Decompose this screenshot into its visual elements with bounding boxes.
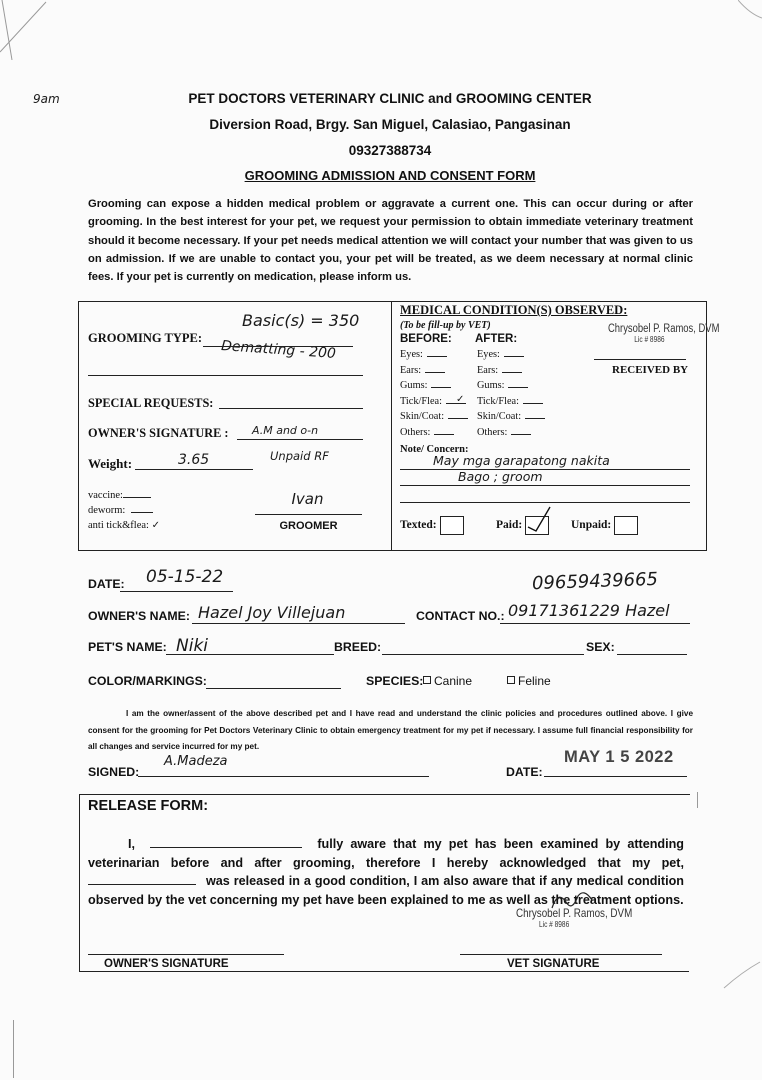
vet-sig-line (460, 954, 662, 955)
vet-stamp-bottom-lic: Lic # 8986 (538, 920, 570, 929)
signed-label: SIGNED: (88, 765, 140, 779)
form-title-text: GROOMING ADMISSION AND CONSENT FORM (244, 168, 536, 183)
box-divider (391, 301, 392, 551)
release-text-1: fully aware that my pet has been examined by attending veterinarian before and after grooming, therefore I hereby acknowledged that my pet, (88, 837, 685, 870)
received-by-label: RECEIVED BY (612, 364, 689, 376)
clinic-phone: 09327388734 (348, 143, 432, 158)
paper-fold-top-right (738, 0, 762, 20)
vet-stamp-bottom-name: Chrysobel P. Ramos, DVM (516, 906, 633, 920)
texted-label: Texted: (400, 519, 437, 532)
after-row-blank (508, 387, 528, 388)
release-i: I, (128, 837, 135, 851)
owner-signature-label: OWNER'S SIGNATURE : (88, 426, 229, 440)
release-text-2: was released in a good condition, I am also aware that if any medical condition observed by the vet concerning my pet have been explained to me as well as the treatment options. (88, 874, 684, 907)
canine-label: Canine (434, 674, 473, 688)
owner-sig-label: OWNER'S SIGNATURE (104, 958, 229, 970)
signed-value: A.Madeza (164, 754, 228, 769)
texted-field (400, 516, 464, 535)
after-row-2 (477, 380, 528, 391)
deworm-text: deworm: (88, 505, 126, 516)
before-row-blank (425, 372, 445, 373)
species-canine-option[interactable] (423, 674, 472, 688)
after-row-label: Skin/Coat: (477, 411, 522, 422)
after-row-label: Eyes: (477, 349, 500, 360)
groomer-line (255, 514, 362, 515)
date-line (120, 591, 233, 592)
before-row-blank (431, 387, 451, 388)
after-row-1 (477, 365, 522, 376)
contact-line (500, 623, 690, 624)
after-row-0 (477, 349, 524, 360)
groomer-name: Ivan (291, 490, 324, 508)
special-requests-line (219, 408, 363, 409)
color-line (206, 688, 341, 689)
medical-title (400, 303, 627, 318)
species-feline-option[interactable] (507, 674, 551, 688)
breed-line (382, 654, 584, 655)
after-label: AFTER: (475, 333, 518, 345)
texted-checkbox[interactable] (440, 516, 464, 535)
owner-signature-line (237, 439, 363, 440)
signed-line (138, 776, 429, 777)
antitick-text: anti tick&flea: (88, 520, 149, 531)
before-row-label: Ears: (400, 364, 422, 376)
before-row-blank (434, 434, 454, 435)
before-row-label: Gums: (400, 380, 428, 391)
before-row-4 (400, 411, 468, 422)
form-title (0, 168, 762, 183)
paid-label: Paid: (496, 519, 523, 532)
vaccine-label (88, 490, 151, 501)
release-box-bottom (79, 971, 689, 972)
owner-name-value: Hazel Joy Villejuan (198, 603, 346, 622)
note-line2: Bago ; groom (458, 469, 543, 484)
paper-fold-bottom-right (722, 960, 762, 990)
grooming-type-line (203, 346, 353, 347)
grooming-type-line1: Basic(s) = 350 (242, 311, 360, 330)
release-title: RELEASE FORM: (88, 798, 209, 814)
date2-label: DATE: (506, 765, 543, 779)
owner-sig-line (88, 954, 284, 955)
unpaid-note: Unpaid RF (270, 449, 329, 463)
after-row-blank (504, 356, 524, 357)
after-row-label: Gums: (477, 380, 505, 391)
groomer-label: GROOMER (279, 520, 338, 532)
before-row-2 (400, 380, 451, 391)
sex-label: SEX: (586, 640, 615, 654)
before-label: BEFORE: (400, 333, 452, 345)
unpaid-field (571, 516, 638, 535)
medical-subtitle: (To be fill-up by VET) (400, 320, 491, 331)
antitick-check: ✓ (151, 520, 160, 531)
before-row-label: Skin/Coat: (400, 411, 445, 422)
contact-value: 09171361229 Hazel (508, 601, 670, 620)
after-row-5 (477, 427, 531, 438)
before-row-1 (400, 365, 445, 376)
release-name-blank (150, 847, 302, 848)
after-row-3 (477, 396, 543, 407)
paid-checkbox[interactable] (525, 516, 549, 535)
note-line3-rule (400, 502, 690, 503)
date2-line (544, 776, 687, 777)
vet-stamp-top (608, 323, 719, 344)
after-row-blank (525, 418, 545, 419)
note-label: Note/ Concern: (400, 444, 469, 455)
owner-signature-value: A.M and o-n (252, 424, 319, 437)
antitick-label (88, 520, 160, 531)
after-row-label: Ears: (477, 364, 499, 376)
special-requests-label: SPECIAL REQUESTS: (88, 396, 214, 410)
weight-line (135, 469, 253, 470)
before-row-0 (400, 349, 447, 360)
received-by-line (594, 359, 686, 360)
weight-label: Weight: (88, 456, 133, 471)
tickflea-before-check: ✓ (456, 394, 465, 405)
after-row-4 (477, 411, 545, 422)
intro-paragraph: Grooming can expose a hidden medical problem or aggravate a current one. This can occur during or after grooming. In the best interest for your pet, we request your permission to obtain immediate veterinary treatment should it become necessary. If your pet needs medical attention we will contact your number that was given to us on admission. If we are unable to contact you, your pet will be treated, as we deem necessary at normal clinic fees. If your pet is currently on medication, please inform us. (88, 198, 693, 284)
color-label: COLOR/MARKINGS: (88, 674, 207, 688)
date-value: 05-15-22 (146, 567, 224, 587)
breed-label: BREED: (334, 640, 382, 654)
unpaid-label: Unpaid: (571, 519, 612, 532)
species-label: SPECIES: (366, 674, 424, 688)
canine-checkbox[interactable] (423, 676, 431, 684)
feline-label: Feline (518, 674, 551, 688)
after-row-label: Others: (477, 426, 508, 438)
release-pet-blank (88, 884, 196, 885)
clinic-name: PET DOCTORS VETERINARY CLINIC and GROOMING CENTER (188, 91, 592, 106)
medical-title-text: MEDICAL CONDITION(S) OBSERVED: (400, 303, 628, 317)
paper-edge-bottom-left (13, 1020, 14, 1078)
note-line2-rule (400, 485, 690, 486)
before-row-label: Others: (400, 426, 431, 438)
pet-name-label: PET'S NAME: (88, 640, 167, 654)
grooming-type-line2: Dematting - 200 (220, 338, 337, 362)
note-line1-rule (400, 469, 690, 470)
before-row-blank (427, 356, 447, 357)
feline-checkbox[interactable] (507, 676, 515, 684)
contact-extra: 09659439665 (531, 568, 659, 595)
pet-name-line (166, 654, 334, 655)
paid-field (496, 516, 549, 535)
before-row-label: Tick/Flea: (400, 395, 442, 407)
after-row-blank (502, 372, 522, 373)
sex-line (617, 654, 687, 655)
vaccine-text: vaccine: (88, 490, 123, 501)
vet-sig-label: VET SIGNATURE (507, 958, 600, 970)
pet-name-value: Niki (176, 636, 209, 656)
margin-note: 9am (33, 92, 60, 106)
before-row-5 (400, 427, 454, 438)
before-row-label: Eyes: (400, 349, 423, 360)
release-box-right-edge (697, 792, 698, 808)
vet-stamp-top-lic: Lic # 8986 (634, 335, 665, 344)
after-row-label: Tick/Flea: (477, 395, 519, 407)
owner-name-label: OWNER'S NAME: (88, 609, 190, 623)
grooming-type-label: GROOMING TYPE: (88, 331, 203, 345)
date-label: DATE: (88, 577, 125, 591)
date2-value: MAY 1 5 2022 (564, 748, 674, 766)
note-line1: May mga garapatong nakita (433, 453, 610, 468)
unpaid-checkbox[interactable] (614, 516, 638, 535)
contact-label: CONTACT NO.: (416, 609, 505, 623)
paid-check-mark (524, 505, 554, 535)
vet-stamp-top-name: Chrysobel P. Ramos, DVM (608, 323, 720, 335)
paper-fold-top-left (0, 0, 60, 60)
owner-name-line (192, 623, 405, 624)
before-row-blank (448, 418, 468, 419)
after-row-blank (523, 403, 543, 404)
clinic-address: Diversion Road, Brgy. San Miguel, Calasiao, Pangasinan (209, 117, 571, 132)
after-row-blank (511, 434, 531, 435)
weight-value: 3.65 (178, 452, 210, 468)
consent-paragraph: I am the owner/assent of the above described pet and I have read and understand the clinic policies and procedures outlined above. I give consent for the grooming for Pet Doctors Veterinary Clinic to obtain emergency treatment for my pet if necessary. I assume full financial responsibility for all changes and service incurred for my pet. (88, 709, 693, 751)
grooming-type-line-2 (88, 375, 363, 376)
vet-stamp-bottom (516, 906, 632, 929)
deworm-label (88, 505, 153, 516)
